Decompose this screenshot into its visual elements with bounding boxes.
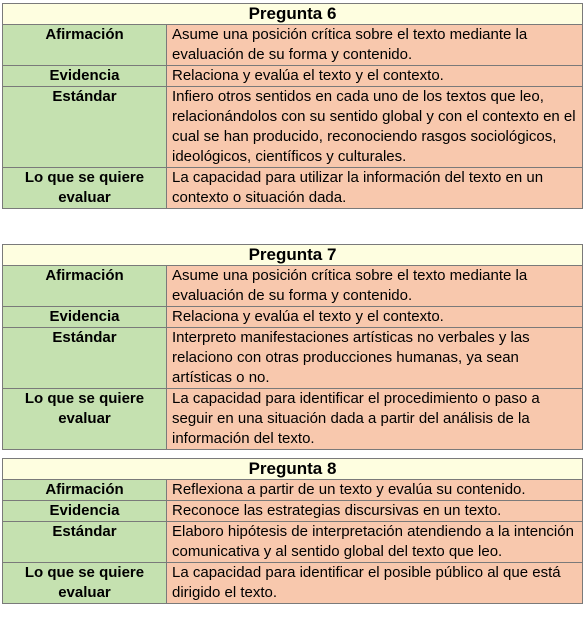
afirmacion-row: [3, 480, 583, 501]
afirmacion-row: [3, 266, 583, 307]
evidencia-row: [3, 501, 583, 522]
afirmacion-label: Afirmación: [3, 25, 167, 66]
afirmacion-label: Afirmación: [3, 266, 167, 307]
evidencia-label: Evidencia: [3, 66, 167, 87]
evaluar-row: [3, 168, 583, 209]
estandar-value: Elaboro hipótesis de interpretación atendiendo a la intención comunicativa y al sentido global del texto que leo.: [167, 522, 583, 563]
estandar-row: [3, 328, 583, 389]
evaluar-value: La capacidad para identificar el posible público al que está dirigido el texto.: [167, 563, 583, 604]
estandar-label: Estándar: [3, 87, 167, 168]
question-title-row: [3, 459, 583, 480]
evaluar-label: Lo que se quiere evaluar: [3, 563, 167, 604]
evaluar-value: La capacidad para identificar el procedimiento o paso a seguir en una situación dada a partir del análisis de la información del texto.: [167, 389, 583, 450]
question-title: Pregunta 7: [3, 245, 583, 266]
estandar-label: Estándar: [3, 522, 167, 563]
evaluar-row: [3, 563, 583, 604]
question-title-row: [3, 245, 583, 266]
evidencia-row: [3, 66, 583, 87]
estandar-label: Estándar: [3, 328, 167, 389]
evaluar-row: [3, 389, 583, 450]
evidencia-value: Reconoce las estrategias discursivas en un texto.: [167, 501, 583, 522]
evidencia-value: Relaciona y evalúa el texto y el contexto.: [167, 66, 583, 87]
afirmacion-value: Reflexiona a partir de un texto y evalúa su contenido.: [167, 480, 583, 501]
evidencia-value: Relaciona y evalúa el texto y el contexto.: [167, 307, 583, 328]
evidencia-label: Evidencia: [3, 307, 167, 328]
afirmacion-value: Asume una posición crítica sobre el texto mediante la evaluación de su forma y contenido.: [167, 266, 583, 307]
question-title: Pregunta 8: [3, 459, 583, 480]
afirmacion-row: [3, 25, 583, 66]
estandar-row: [3, 522, 583, 563]
question-table-8: [2, 458, 583, 604]
afirmacion-value: Asume una posición crítica sobre el texto mediante la evaluación de su forma y contenido.: [167, 25, 583, 66]
question-title-row: [3, 4, 583, 25]
evaluar-value: La capacidad para utilizar la información del texto en un contexto o situación dada.: [167, 168, 583, 209]
afirmacion-label: Afirmación: [3, 480, 167, 501]
evaluar-label: Lo que se quiere evaluar: [3, 389, 167, 450]
question-table-6: [2, 3, 583, 209]
question-table-7: [2, 244, 583, 450]
estandar-value: Interpreto manifestaciones artísticas no verbales y las relaciono con otras producciones humanas, ya sean artísticas o no.: [167, 328, 583, 389]
question-title: Pregunta 6: [3, 4, 583, 25]
estandar-row: [3, 87, 583, 168]
evaluar-label: Lo que se quiere evaluar: [3, 168, 167, 209]
estandar-value: Infiero otros sentidos en cada uno de los textos que leo, relacionándolos con su sentido global y con el contexto en el cual se han producido, reconociendo rasgos sociológicos, ideológicos, científicos y culturales.: [167, 87, 583, 168]
evidencia-label: Evidencia: [3, 501, 167, 522]
evidencia-row: [3, 307, 583, 328]
